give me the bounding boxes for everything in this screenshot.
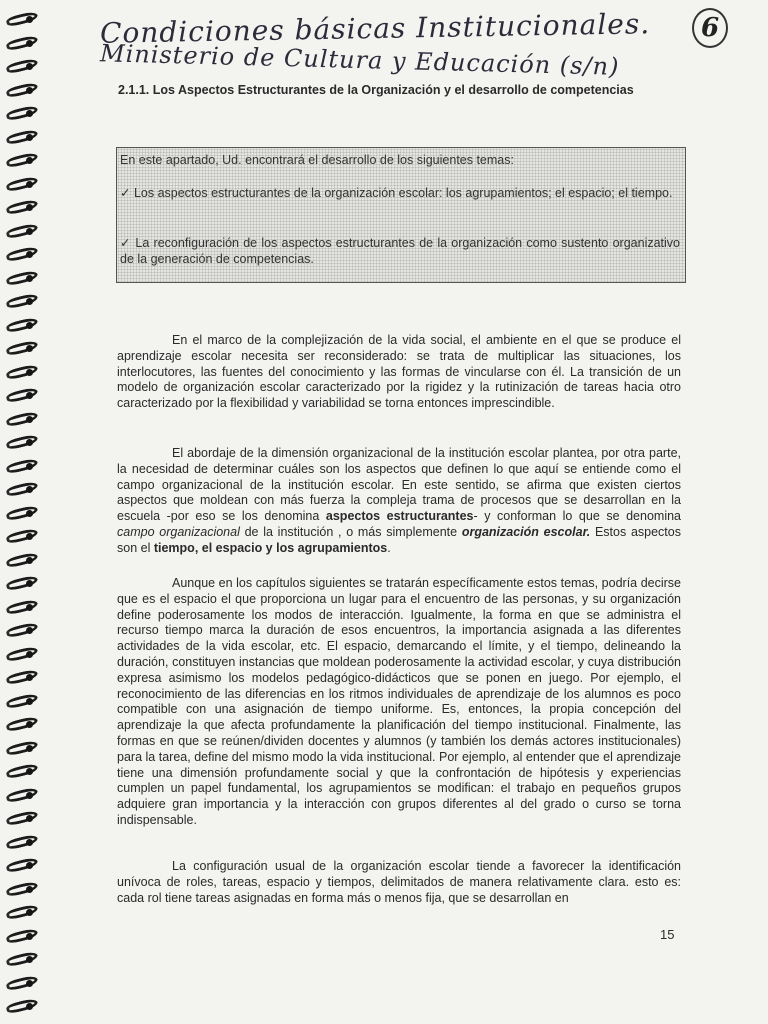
binding-coil: [5, 480, 38, 497]
binding-coil: [5, 222, 38, 239]
handwritten-source: Ministerio de Cultura y Educación (s/n): [99, 39, 620, 81]
binding-hole: [26, 1003, 33, 1010]
binding-coil: [5, 386, 38, 403]
binding-hole: [26, 698, 33, 705]
binding-coil: [5, 104, 38, 121]
emphasis-aspectos: aspectos estructurantes: [325, 509, 474, 524]
binding-coil: [5, 809, 38, 826]
emphasis-tiempo: tiempo, el espacio y los agrupamientos: [153, 540, 388, 555]
binding-hole: [26, 298, 33, 305]
handwritten-title: Condiciones básicas Institucionales.: [99, 7, 651, 50]
spiral-binding: [0, 0, 44, 1024]
binding-hole: [26, 557, 33, 564]
binding-hole: [26, 369, 33, 376]
binding-hole: [26, 768, 33, 775]
page-number: 15: [660, 927, 675, 942]
paragraph-text: .: [387, 540, 391, 555]
binding-coil: [5, 950, 38, 967]
binding-coil: [5, 927, 38, 944]
binding-coil: [5, 245, 38, 262]
binding-hole: [26, 580, 33, 587]
topics-intro: En este apartado, Ud. encontrará el desarrollo de los siguientes temas:: [120, 153, 514, 167]
paragraph-text: En el marco de la complejización de la vida social, el ambiente en el que se produce el aprendizaje escolar necesita ser reconsiderado: se trata de multiplicar las situaciones, los interlocutores, las fuentes del conocimiento y las formas de vincularse con él. La transición de un modelo de organización escolar caracterizado por la rigidez y la rutinización de tareas hacia otro caracterizado por la flexibilidad y variabilidad se torna entonces imprescindible.: [117, 333, 681, 411]
binding-hole: [26, 157, 33, 164]
binding-coil: [5, 668, 38, 685]
handwritten-page-mark: 6: [692, 8, 728, 48]
paragraph: [117, 333, 681, 412]
binding-coil: [5, 128, 38, 145]
binding-hole: [26, 16, 33, 23]
emphasis-campo: campo organizacional: [117, 524, 240, 539]
binding-hole: [26, 40, 33, 47]
binding-hole: [26, 980, 33, 987]
binding-coil: [5, 621, 38, 638]
paragraph-text: Aunque en los capítulos siguientes se tratarán específicamente estos temas, podría decirse que es el espacio el que proporciona un lugar para el encuentro de las personas, y su organización define poderosamente los modos de interacción. Igualmente, la forma en que se administra el recurso tiempo marca la duración de esos encuentros, la importancia asignada a las diferentes actividades de la vida escolar, etc. El espacio, demarcando el límite, y el tiempo, delineando la duración, constituyen instancias que moldean poderosamente la actividad escolar, y cuya distribución expresa asimismo los modelos pedagógico-didácticos que se ponen en juego. Por ejemplo, el reconocimiento de las diferencias en los ritmos individuales de aprendizaje de los alumnos es poco compatible con una asignación de tiempo uniforme. Es, entonces, la propia concepción del aprendizaje la que afecta profundamente la planificación del tiempo institucional. Finalmente, las formas en que se reúnen/dividen docentes y alumnos (y también los demás actores institucionales) para la tarea, define del mismo modo la vida institucional. Por ejemplo, al entender que el aprendizaje tiene una dimensión profundamente social y que la confrontación de hipótesis y experiencias cumplen un papel fundamental, los agrupamientos se modifican: el trabajo en pequeños grupos adquiere gran importancia y la interacción con grupos diferentes al del grado o curso se torna indispensable.: [117, 576, 681, 827]
binding-coil: [5, 457, 38, 474]
binding-hole: [26, 486, 33, 493]
binding-hole: [26, 510, 33, 517]
binding-hole: [26, 839, 33, 846]
paragraph: [117, 446, 681, 557]
topic-item: ✓ Los aspectos estructurantes de la organización escolar: los agrupamientos; el espacio; el tiempo.: [120, 186, 673, 200]
binding-hole: [26, 345, 33, 352]
binding-coil: [5, 339, 38, 356]
binding-coil: [5, 598, 38, 615]
topic-item: ✓ La reconfiguración de los aspectos estructurantes de la organización como sustento organizativo de la generación de competencias.: [120, 236, 680, 266]
binding-hole: [26, 886, 33, 893]
binding-coil: [5, 527, 38, 544]
binding-hole: [26, 392, 33, 399]
binding-coil: [5, 833, 38, 850]
binding-coil: [5, 151, 38, 168]
binding-coil: [5, 433, 38, 450]
binding-hole: [26, 862, 33, 869]
paragraph-text: de la institución , o más simplemente: [239, 524, 462, 539]
binding-coil: [5, 997, 38, 1014]
binding-coil: [5, 81, 38, 98]
paragraph-text: La configuración usual de la organización escolar tiende a favorecer la identificación unívoca de roles, tareas, espacio y tiempos, delimitados de manera relativamente clara. esto es: cada rol tiene tareas asignadas en forma más o menos fija, que se desarrollan en: [117, 859, 681, 905]
binding-hole: [26, 251, 33, 258]
binding-hole: [26, 674, 33, 681]
binding-coil: [5, 880, 38, 897]
binding-hole: [26, 627, 33, 634]
binding-hole: [26, 909, 33, 916]
binding-coil: [5, 57, 38, 74]
section-heading: 2.1.1. Los Aspectos Estructurantes de la Organización y el desarrollo de competencias: [118, 83, 634, 97]
paragraph-text: Estos aspectos son el: [117, 524, 681, 555]
binding-coil: [5, 692, 38, 709]
binding-coil: [5, 363, 38, 380]
binding-hole: [26, 533, 33, 540]
binding-hole: [26, 134, 33, 141]
binding-hole: [26, 463, 33, 470]
binding-hole: [26, 204, 33, 211]
binding-hole: [26, 745, 33, 752]
binding-hole: [26, 322, 33, 329]
binding-hole: [26, 956, 33, 963]
emphasis-organizacion: organización escolar.: [461, 524, 591, 539]
binding-coil: [5, 974, 38, 991]
binding-hole: [26, 721, 33, 728]
binding-hole: [26, 815, 33, 822]
paragraph: [117, 576, 681, 829]
binding-hole: [26, 604, 33, 611]
binding-coil: [5, 762, 38, 779]
binding-hole: [26, 63, 33, 70]
binding-coil: [5, 504, 38, 521]
binding-coil: [5, 739, 38, 756]
binding-coil: [5, 292, 38, 309]
binding-coil: [5, 410, 38, 427]
binding-coil: [5, 269, 38, 286]
binding-coil: [5, 175, 38, 192]
binding-coil: [5, 198, 38, 215]
binding-hole: [26, 181, 33, 188]
binding-hole: [26, 110, 33, 117]
binding-coil: [5, 715, 38, 732]
topics-box: [116, 147, 686, 283]
binding-coil: [5, 856, 38, 873]
binding-coil: [5, 551, 38, 568]
binding-hole: [26, 416, 33, 423]
binding-hole: [26, 792, 33, 799]
binding-coil: [5, 574, 38, 591]
binding-coil: [5, 316, 38, 333]
binding-hole: [26, 275, 33, 282]
binding-hole: [26, 228, 33, 235]
binding-hole: [26, 87, 33, 94]
paragraph-text: El abordaje de la dimensión organizacional de la institución escolar plantea, por otra parte, la necesidad de determinar cuáles son los aspectos que definen lo que aquí se entiende como el campo organizacional de la institución escolar. En este sentido, se afirma que existen ciertos aspectos que moldean con más fuerza la compleja trama de procesos que se desarrollan en la escuela -por eso se los denomina: [117, 446, 681, 524]
binding-coil: [5, 34, 38, 51]
binding-hole: [26, 651, 33, 658]
binding-coil: [5, 10, 38, 27]
binding-coil: [5, 786, 38, 803]
binding-hole: [26, 933, 33, 940]
paragraph: [117, 859, 681, 906]
binding-hole: [26, 439, 33, 446]
paragraph-text: - y conforman lo que se denomina: [473, 509, 682, 524]
binding-coil: [5, 903, 38, 920]
binding-coil: [5, 645, 38, 662]
